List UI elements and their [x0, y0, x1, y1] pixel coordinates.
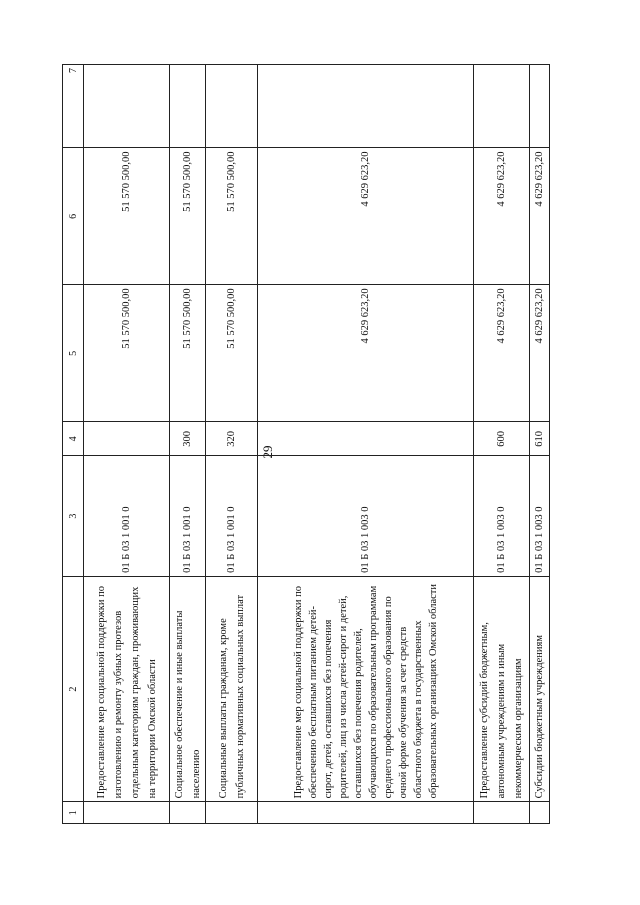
- cell-sum-6: 4 629 623,20: [474, 148, 530, 285]
- page-number: 29: [260, 445, 275, 459]
- cell-code: 01 Б 03 1 001 0: [206, 456, 258, 576]
- table-header-row: [63, 65, 84, 824]
- cell-sum-5: 4 629 623,20: [530, 285, 550, 422]
- cell-num: [530, 802, 550, 824]
- cell-kind: [84, 422, 170, 456]
- cell-col-7: [206, 65, 258, 148]
- cell-col-7: [474, 65, 530, 148]
- table-row: [474, 65, 530, 824]
- header-col-3: 3: [63, 456, 84, 576]
- cell-sum-6: 4 629 623,20: [258, 148, 474, 285]
- header-col-5: 5: [63, 285, 84, 422]
- cell-kind: 600: [474, 422, 530, 456]
- cell-name: Предоставление мер социальной поддержки по обеспечению бесплатным питанием детей-сирот, детей, оставшихся без попечения родителей, лиц из числа детей-сирот и детей, оставшихся без попечения родителей, обучающихся по образовательным программам среднего профессионального образования по очной форме обучения за счет средств областного бюджета в государственных образовательных организациях Омской области: [258, 576, 474, 802]
- table-row: [258, 65, 474, 824]
- cell-sum-5: 51 570 500,00: [206, 285, 258, 422]
- cell-sum-6: 51 570 500,00: [170, 148, 206, 285]
- budget-table: [62, 64, 550, 824]
- rotated-table-frame: [62, 64, 567, 824]
- cell-code: 01 Б 03 1 003 0: [258, 456, 474, 576]
- cell-sum-6: 51 570 500,00: [206, 148, 258, 285]
- cell-kind: [258, 422, 474, 456]
- cell-col-7: [530, 65, 550, 148]
- cell-sum-6: 4 629 623,20: [530, 148, 550, 285]
- header-col-7: 7: [63, 65, 84, 148]
- table-row: [530, 65, 550, 824]
- cell-num: [258, 802, 474, 824]
- cell-col-7: [258, 65, 474, 148]
- cell-sum-5: 51 570 500,00: [170, 285, 206, 422]
- cell-kind: 610: [530, 422, 550, 456]
- cell-num: [206, 802, 258, 824]
- table-row: [170, 65, 206, 824]
- header-col-1: 1: [63, 802, 84, 824]
- cell-sum-5: 51 570 500,00: [84, 285, 170, 422]
- cell-code: 01 Б 03 1 001 0: [84, 456, 170, 576]
- cell-num: [474, 802, 530, 824]
- table-row: [84, 65, 170, 824]
- cell-num: [84, 802, 170, 824]
- cell-sum-6: 51 570 500,00: [84, 148, 170, 285]
- cell-num: [170, 802, 206, 824]
- cell-code: 01 Б 03 1 001 0: [170, 456, 206, 576]
- cell-name: Предоставление субсидий бюджетным, автономным учреждениям и иным некоммерческим организациям: [474, 576, 530, 802]
- cell-name: Социальные выплаты гражданам, кроме публичных нормативных социальных выплат: [206, 576, 258, 802]
- cell-code: 01 Б 03 1 003 0: [530, 456, 550, 576]
- cell-code: 01 Б 03 1 003 0: [474, 456, 530, 576]
- cell-sum-5: 4 629 623,20: [258, 285, 474, 422]
- cell-kind: 300: [170, 422, 206, 456]
- cell-col-7: [84, 65, 170, 148]
- header-col-6: 6: [63, 148, 84, 285]
- cell-sum-5: 4 629 623,20: [474, 285, 530, 422]
- header-col-2: 2: [63, 576, 84, 802]
- cell-name: Субсидии бюджетным учреждениям: [530, 576, 550, 802]
- cell-name: Социальное обеспечение и иные выплаты населению: [170, 576, 206, 802]
- cell-col-7: [170, 65, 206, 148]
- table-container: [62, 64, 567, 824]
- header-col-4: 4: [63, 422, 84, 456]
- cell-name: Предоставление мер социальной поддержки по изготовлению и ремонту зубных протезов отдельным категориям граждан, проживающих на территории Омской области: [84, 576, 170, 802]
- cell-kind: 320: [206, 422, 258, 456]
- table-row: [206, 65, 258, 824]
